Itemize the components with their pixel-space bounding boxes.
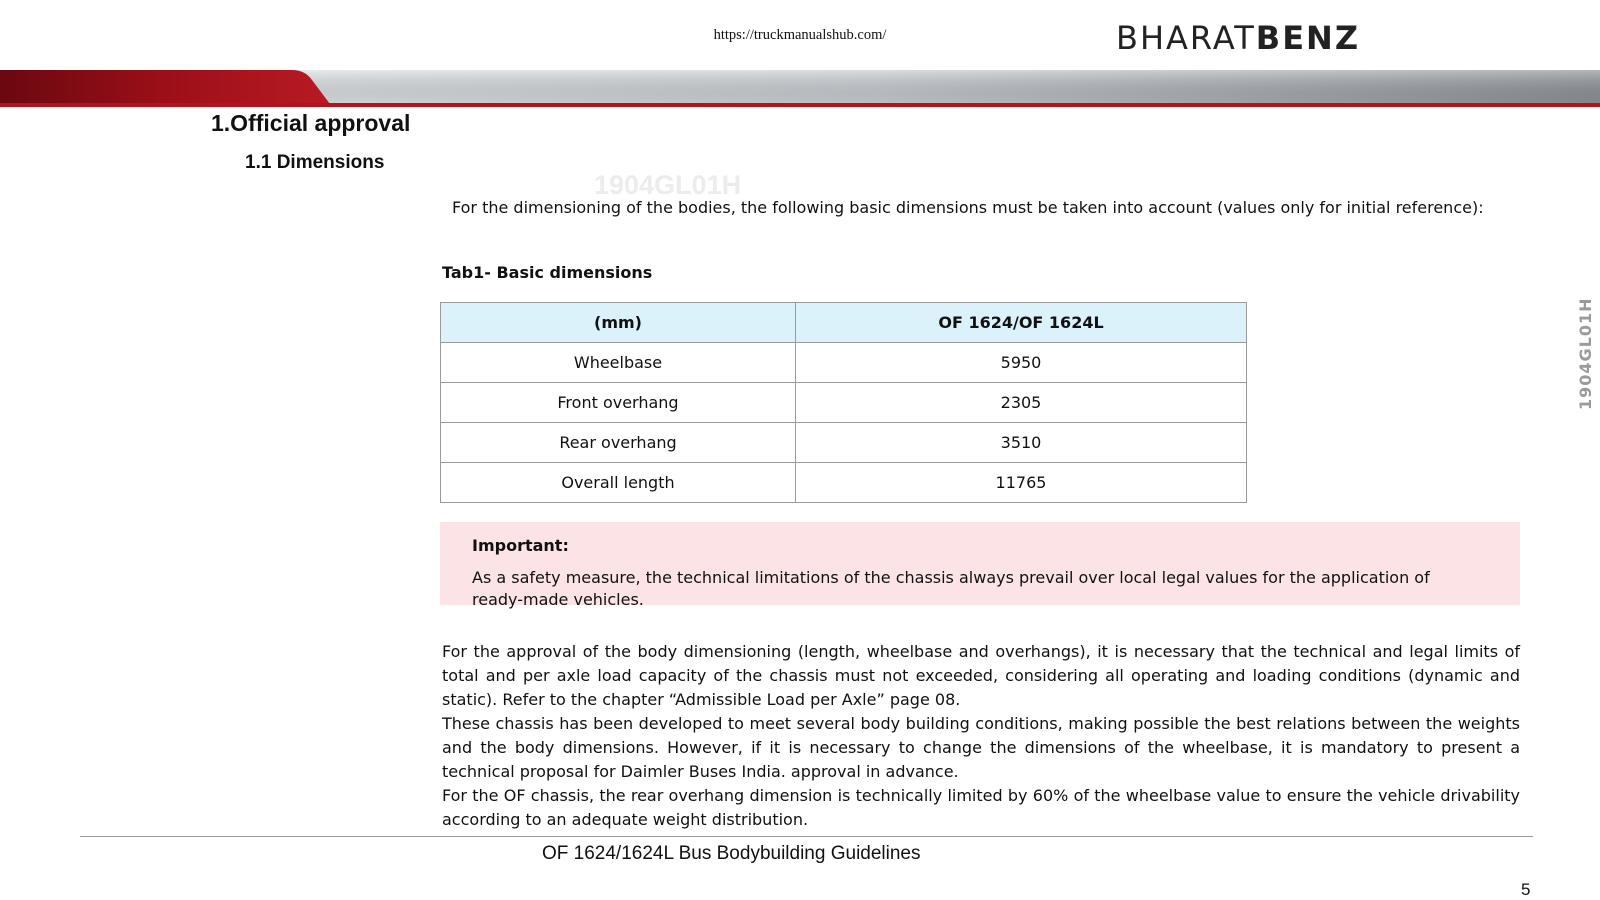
row-label: Overall length <box>441 463 796 503</box>
table-row <box>441 343 1247 383</box>
section-heading: 1.Official approval <box>211 110 411 136</box>
column-header-unit: (mm) <box>441 303 796 343</box>
subsection-heading: 1.1 Dimensions <box>245 152 385 173</box>
document-code-side: 1904GL01H <box>1576 297 1595 410</box>
table-header-row <box>441 303 1247 343</box>
important-title: Important: <box>472 536 569 555</box>
row-value: 11765 <box>796 463 1247 503</box>
footer-title: OF 1624/1624L Bus Bodybuilding Guidelines <box>542 843 921 864</box>
table-row <box>441 383 1247 423</box>
source-url: https://truckmanualshub.com/ <box>713 27 887 43</box>
body-text <box>442 640 1520 832</box>
footer-divider <box>80 836 1533 837</box>
row-label: Front overhang <box>441 383 796 423</box>
table-row <box>441 423 1247 463</box>
basic-dimensions-table <box>440 302 1247 503</box>
page-number: 5 <box>1521 880 1531 899</box>
table-caption: Tab1- Basic dimensions <box>442 263 653 282</box>
paragraph: For the OF chassis, the rear overhang dimension is technically limited by 60% of the wheelbase value to ensure the vehicle drivability according to an adequate weight distribution. <box>442 786 1520 829</box>
important-text: As a safety measure, the technical limitations of the chassis always prevail over local legal values for the application of ready-made vehicles. <box>472 568 1430 609</box>
row-label: Wheelbase <box>441 343 796 383</box>
column-header-model: OF 1624/OF 1624L <box>796 303 1247 343</box>
row-value: 5950 <box>796 343 1247 383</box>
paragraph: For the approval of the body dimensioning (length, wheelbase and overhangs), it is necessary that the technical and legal limits of total and per axle load capacity of the chassis must not exceeded, considering all operating and loading conditions (dynamic and static). Refer to the chapter “Admissible Load per Axle” page 08. <box>442 642 1520 709</box>
header-banner <box>0 70 1600 108</box>
intro-text: For the dimensioning of the bodies, the following basic dimensions must be taken into account (values only for initial reference): <box>452 198 1484 217</box>
bharatbenz-logo: BHARATBENZ <box>1116 19 1361 57</box>
paragraph: These chassis has been developed to meet several body building conditions, making possible the best relations between the weights and the body dimensions. However, if it is necessary to change the dimensions of the wheelbase, it is mandatory to present a technical proposal for Daimler Buses India. approval in advance. <box>442 714 1520 781</box>
row-label: Rear overhang <box>441 423 796 463</box>
row-value: 2305 <box>796 383 1247 423</box>
table-row <box>441 463 1247 503</box>
important-notice <box>440 522 1520 609</box>
row-value: 3510 <box>796 423 1247 463</box>
document-code-watermark: 1904GL01H <box>594 170 742 200</box>
